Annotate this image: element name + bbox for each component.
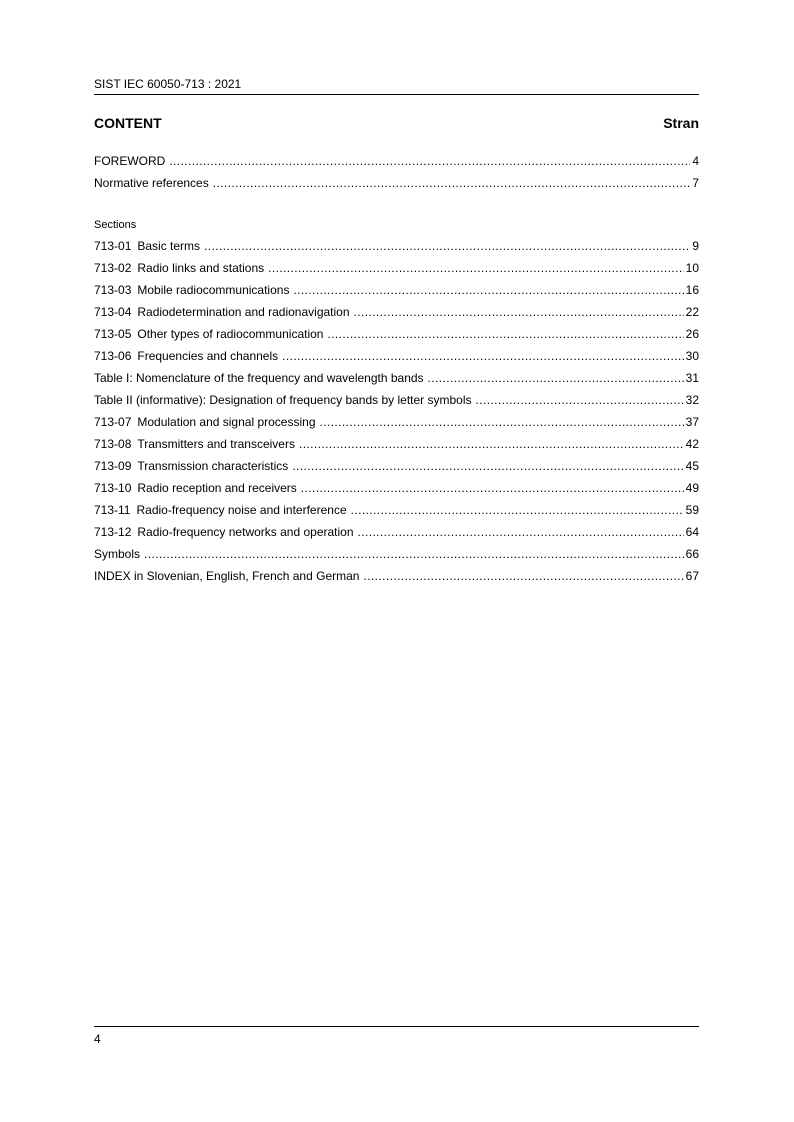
section-title: Radio reception and receivers: [137, 481, 297, 495]
toc-entry[interactable]: [94, 565, 699, 587]
dot-leader: [301, 477, 684, 499]
page-header: [94, 76, 699, 95]
section-title: Other types of radiocommunication: [137, 327, 324, 341]
toc-entry-label: [94, 367, 424, 389]
toc-entry-page: 9: [692, 239, 699, 253]
dot-leader: [293, 279, 683, 301]
dot-leader: [282, 345, 684, 367]
toc-entry[interactable]: [94, 411, 699, 433]
toc-entry-label: FOREWORD: [94, 154, 166, 168]
toc-entry[interactable]: [94, 521, 699, 543]
section-number: 713-04: [94, 305, 132, 319]
toc-entry-label: [94, 279, 289, 301]
section-number: 713-03: [94, 283, 132, 297]
dot-leader: [268, 257, 684, 279]
toc-entry-label: [94, 411, 316, 433]
toc-entry-normative-references[interactable]: [94, 172, 699, 194]
toc-entry-page: 59: [685, 503, 699, 517]
page-column-label: Stran: [663, 115, 699, 131]
toc-entry-label: Normative references: [94, 176, 209, 190]
toc-entry-page: 10: [685, 261, 699, 275]
section-title: Radio links and stations: [137, 261, 265, 275]
toc-entry-page: 31: [685, 371, 699, 385]
toc-entry-label: [94, 521, 354, 543]
toc-entry[interactable]: [94, 279, 699, 301]
toc-entry-page: 16: [685, 283, 699, 297]
toc-entry-page: 26: [685, 327, 699, 341]
dot-leader: [476, 389, 684, 411]
section-title: Basic terms: [137, 239, 201, 253]
section-title: Table II (informative): Designation of frequency bands by letter symbols: [94, 393, 472, 407]
dot-leader: [204, 235, 690, 257]
toc-entry-label: [94, 389, 472, 411]
toc-entry-foreword[interactable]: [94, 150, 699, 172]
toc-entry-page: 67: [685, 569, 699, 583]
toc-entry-page: 7: [692, 176, 699, 190]
toc-entry-page: 32: [685, 393, 699, 407]
page-number: 4: [94, 1032, 101, 1046]
toc-entry-label: [94, 345, 278, 367]
section-title: Mobile radiocommunications: [137, 283, 290, 297]
section-number: 713-02: [94, 261, 132, 275]
toc-entry-page: 66: [685, 547, 699, 561]
section-title: Radio-frequency networks and operation: [137, 525, 354, 539]
toc-entry-label: [94, 477, 297, 499]
dot-leader: [358, 521, 684, 543]
section-title: Radio-frequency noise and interference: [136, 503, 347, 517]
dot-leader: [169, 150, 690, 172]
toc-entry[interactable]: [94, 345, 699, 367]
section-number: 713-06: [94, 349, 132, 363]
toc-entry-page: 45: [685, 459, 699, 473]
dot-leader: [354, 301, 684, 323]
section-number: 713-08: [94, 437, 132, 451]
toc-entry-label: [94, 565, 359, 587]
toc-entry-label: [94, 323, 323, 345]
toc-entry-page: 42: [685, 437, 699, 451]
toc-entry-page: 49: [685, 481, 699, 495]
toc-entry-label: [94, 301, 350, 323]
toc-title: CONTENT: [94, 115, 162, 131]
dot-leader: [351, 499, 684, 521]
toc-entry[interactable]: [94, 367, 699, 389]
toc-entry-label: [94, 257, 264, 279]
section-number: 713-10: [94, 481, 132, 495]
section-title: Transmission characteristics: [137, 459, 289, 473]
toc-entry[interactable]: [94, 235, 699, 257]
toc-title-row: [94, 114, 699, 132]
section-number: 713-07: [94, 415, 132, 429]
section-number: 713-05: [94, 327, 132, 341]
toc-entry-label: [94, 543, 140, 565]
toc-entry-page: 30: [685, 349, 699, 363]
toc-entry-label: [94, 455, 288, 477]
section-title: Modulation and signal processing: [137, 415, 316, 429]
toc-entry[interactable]: [94, 433, 699, 455]
toc-entry[interactable]: [94, 301, 699, 323]
document-id: SIST IEC 60050-713 : 2021: [94, 77, 242, 91]
dot-leader: [299, 433, 684, 455]
section-title: INDEX in Slovenian, English, French and German: [94, 569, 360, 583]
section-number: 713-09: [94, 459, 132, 473]
toc-entry[interactable]: [94, 323, 699, 345]
section-title: Frequencies and channels: [137, 349, 279, 363]
section-title: Table I: Nomenclature of the frequency and wavelength bands: [94, 371, 424, 385]
toc-entry-label: [94, 433, 295, 455]
toc-entry[interactable]: [94, 499, 699, 521]
toc-entry-page: 22: [685, 305, 699, 319]
spacer: [94, 194, 699, 215]
dot-leader: [428, 367, 684, 389]
section-title: Transmitters and transceivers: [137, 437, 295, 451]
toc-entry-page: 37: [685, 415, 699, 429]
dot-leader: [213, 172, 691, 194]
toc-entry[interactable]: [94, 389, 699, 411]
toc-entry-page: 64: [685, 525, 699, 539]
section-title: Radiodetermination and radionavigation: [137, 305, 350, 319]
section-number: 713-01: [94, 239, 132, 253]
dot-leader: [363, 565, 683, 587]
section-title: Symbols: [94, 547, 141, 561]
toc-entry[interactable]: [94, 455, 699, 477]
dot-leader: [292, 455, 683, 477]
toc-entry-label: [94, 235, 200, 257]
dot-leader: [320, 411, 684, 433]
toc-entry[interactable]: [94, 257, 699, 279]
toc-entry[interactable]: [94, 477, 699, 499]
toc-entry-label: [94, 499, 347, 521]
toc-entry[interactable]: [94, 543, 699, 565]
section-number: 713-11: [94, 503, 131, 517]
dot-leader: [144, 543, 684, 565]
table-of-contents: [94, 150, 699, 587]
page-footer: [94, 1026, 699, 1049]
toc-entry-page: 4: [692, 154, 699, 168]
dot-leader: [327, 323, 683, 345]
section-number: 713-12: [94, 525, 132, 539]
section-entries: [94, 235, 699, 587]
sections-heading: Sections: [94, 219, 137, 231]
